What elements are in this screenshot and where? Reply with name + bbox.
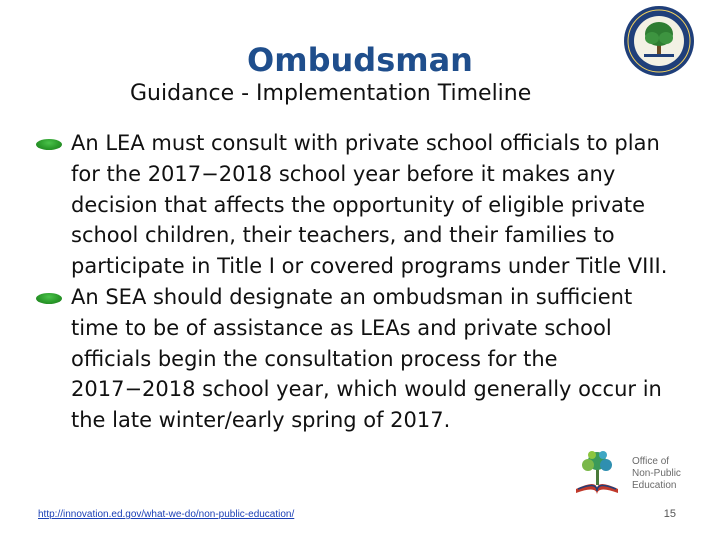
bullet-text: An LEA must consult with private school officials to plan for the 2017−2018 school year before it makes any decision that affects the opportunity of eligible private school children, their teachers, and their families to participate in Title I or covered programs under Title VIII.: [71, 131, 668, 279]
logo-caption: [632, 456, 720, 492]
bullet-icon: [36, 139, 62, 150]
bullet-text: An SEA should designate an ombudsman in sufficient time to be of assistance as LEAs and private school officials begin the consultation process for the 2017−2018 school year, which would generally occur in the late winter/early spring of 2017.: [71, 284, 662, 433]
slide-title: Ombudsman: [247, 41, 473, 79]
slide-subtitle: Guidance - Implementation Timeline: [130, 81, 532, 106]
bullet-item: [36, 128, 676, 282]
logo-line: Office of: [632, 456, 670, 467]
logo-line: Non-Public: [632, 468, 681, 479]
page-number: 15: [663, 508, 676, 520]
bullet-item: [36, 282, 676, 436]
bullet-list: [36, 128, 676, 436]
bullet-icon: [36, 293, 62, 304]
footer-link[interactable]: http://innovation.ed.gov/what-we-do/non-public-education/: [38, 509, 295, 520]
logo-line: Education: [632, 480, 677, 491]
